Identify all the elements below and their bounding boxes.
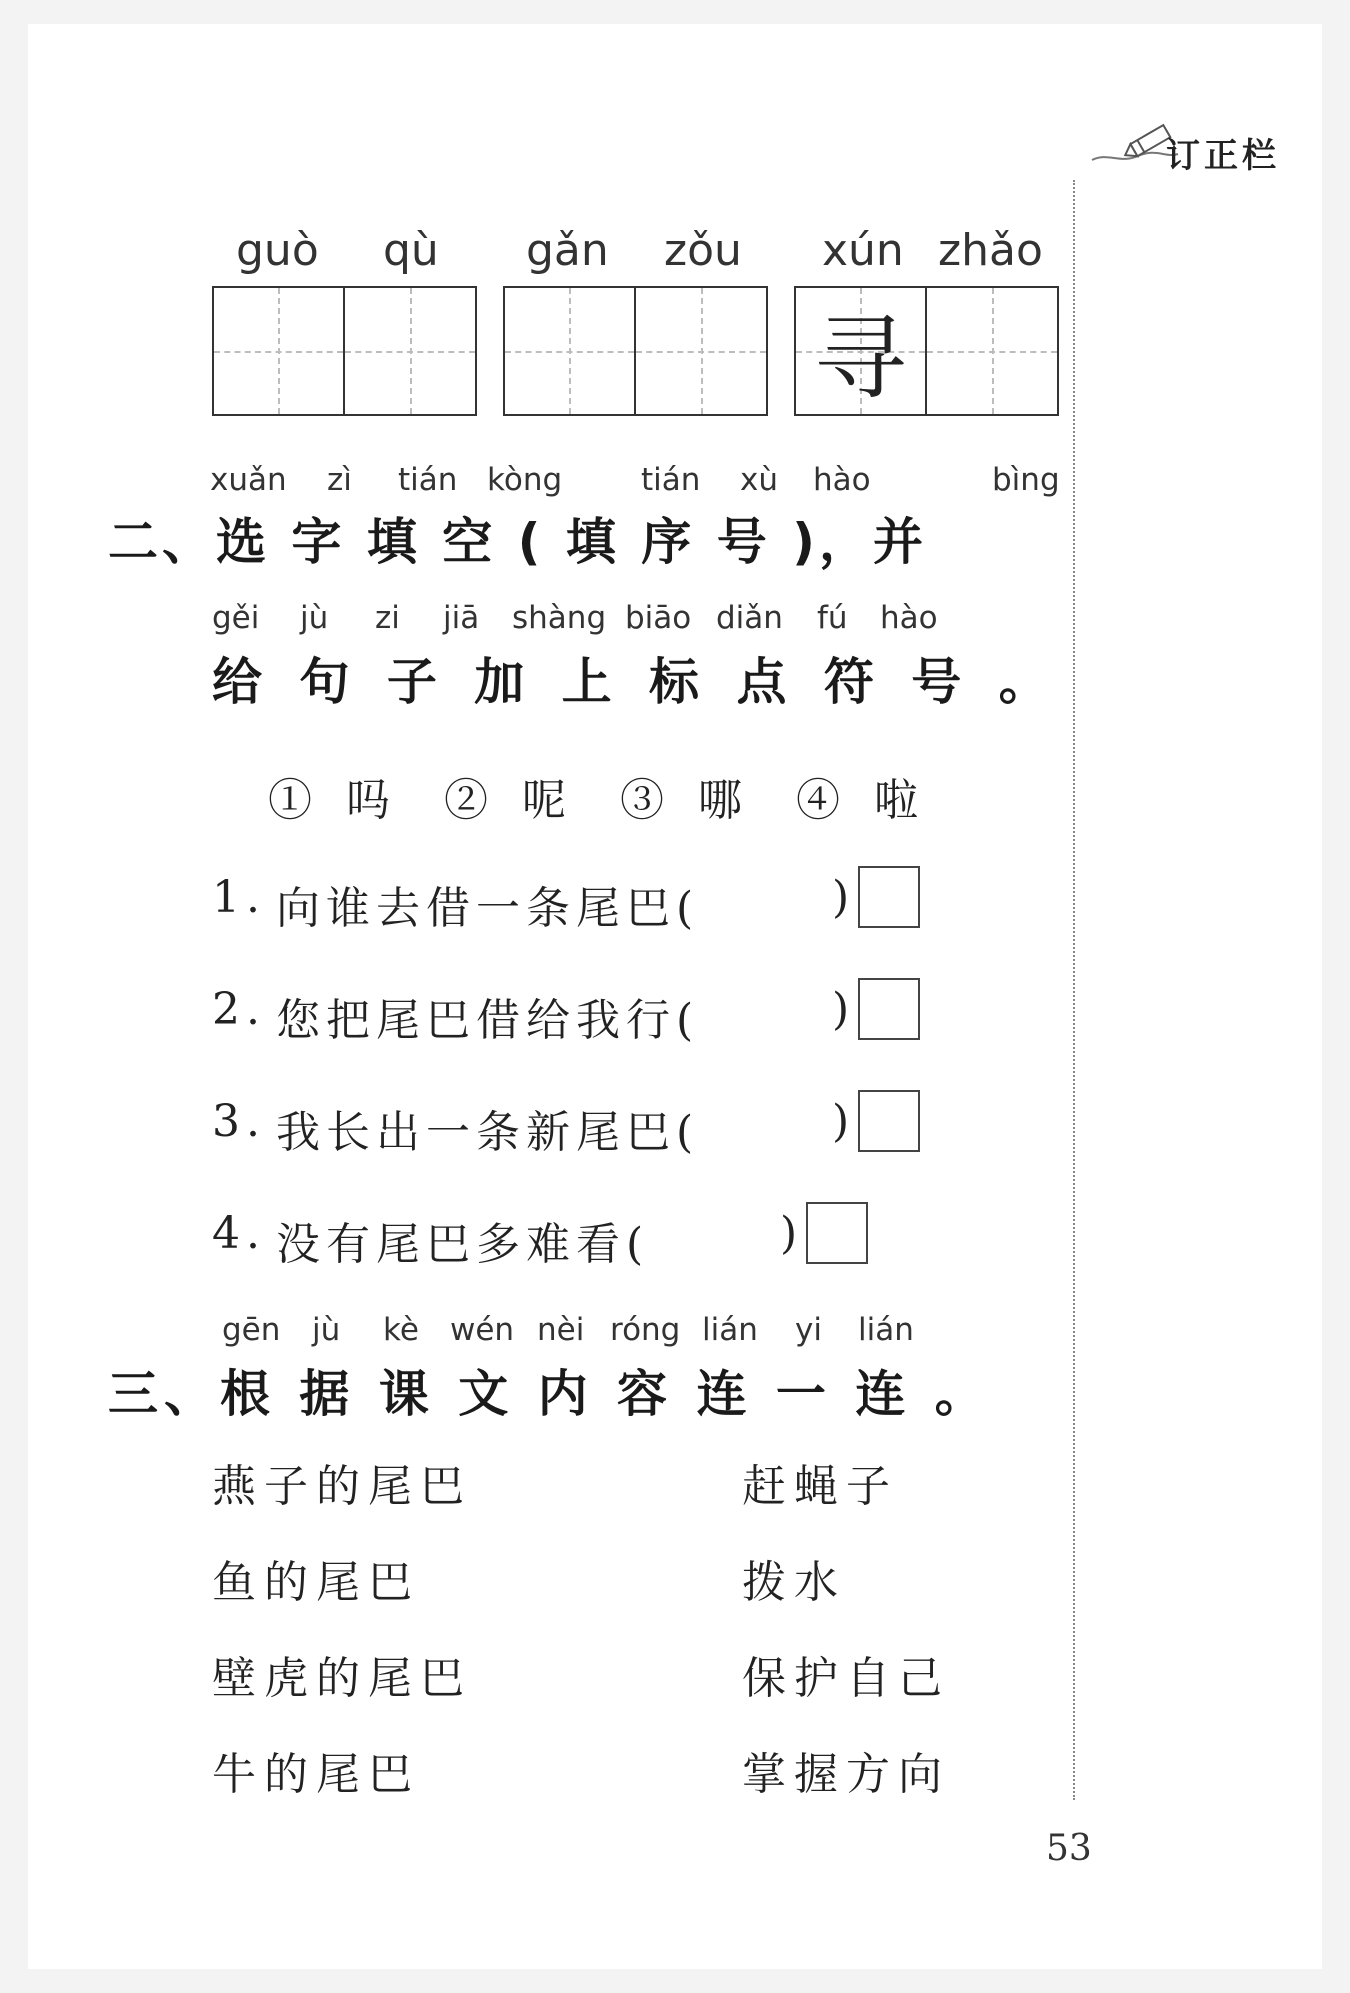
- correction-column-label: 订正栏: [1166, 136, 1280, 176]
- blank-close-paren[interactable]: ): [832, 1096, 856, 1147]
- pinyin: zhǎo: [938, 225, 1043, 276]
- tian-cell[interactable]: [505, 288, 636, 414]
- tian-cell[interactable]: [796, 288, 927, 414]
- sentence-number: 4.: [212, 1208, 266, 1259]
- title-pinyin: tián: [398, 462, 458, 498]
- title-pinyin: hào: [880, 600, 938, 636]
- option-item: ④ 啦: [796, 775, 928, 826]
- pinyin: guò: [236, 225, 319, 276]
- sentence-text: 没有尾巴多难看(: [276, 1219, 650, 1270]
- punctuation-answer-box[interactable]: [806, 1202, 868, 1264]
- section3-title: 三、根 据 课 文 内 容 连 一 连 。: [108, 1365, 991, 1423]
- tian-cell[interactable]: [927, 288, 1058, 414]
- cell-char: [927, 288, 1058, 414]
- pinyin: xún: [822, 225, 904, 276]
- section2-title-line1: 二、选 字 填 空 ( 填 序 号 )，并: [108, 513, 927, 571]
- blank-close-paren[interactable]: ): [780, 1208, 804, 1259]
- title-pinyin: jù: [312, 1312, 341, 1348]
- tian-grid-xunzhao[interactable]: [794, 286, 1059, 416]
- title-pinyin: tián: [641, 462, 701, 498]
- title-pinyin: gēn: [222, 1312, 281, 1348]
- tian-cell[interactable]: [636, 288, 767, 414]
- title-pinyin: hào: [813, 462, 871, 498]
- option-item: ② 呢: [444, 775, 576, 826]
- cell-char: [636, 288, 767, 414]
- title-pinyin: jù: [300, 600, 329, 636]
- title-pinyin: lián: [702, 1312, 758, 1348]
- punctuation-answer-box[interactable]: [858, 866, 920, 928]
- match-right-item[interactable]: 掌握方向: [742, 1749, 950, 1800]
- tian-grid-guoqu[interactable]: [212, 286, 477, 416]
- correction-column-header: [1090, 118, 1320, 178]
- title-pinyin: lián: [858, 1312, 914, 1348]
- title-pinyin: zi: [375, 600, 400, 636]
- sentence-number: 1.: [212, 872, 266, 923]
- section2-title-line2: 给 句 子 加 上 标 点 符 号 。: [212, 653, 1059, 711]
- title-pinyin: biāo: [625, 600, 692, 636]
- sentence-text: 向谁去借一条尾巴(: [276, 883, 700, 934]
- title-pinyin: zì: [327, 462, 352, 498]
- title-pinyin: yi: [795, 1312, 822, 1348]
- title-pinyin: fú: [817, 600, 848, 636]
- pinyin: gǎn: [526, 225, 609, 276]
- punctuation-answer-box[interactable]: [858, 1090, 920, 1152]
- match-right-item[interactable]: 保护自己: [742, 1653, 950, 1704]
- title-pinyin: róng: [610, 1312, 681, 1348]
- match-right-item[interactable]: 赶蝇子: [742, 1461, 898, 1512]
- match-left-item[interactable]: 鱼的尾巴: [212, 1557, 420, 1608]
- pinyin: qù: [383, 225, 439, 276]
- tian-grid-ganzou[interactable]: [503, 286, 768, 416]
- title-pinyin: diǎn: [716, 600, 783, 636]
- title-pinyin: kòng: [487, 462, 563, 498]
- title-pinyin: jiā: [443, 600, 480, 636]
- title-pinyin: nèi: [537, 1312, 585, 1348]
- match-left-item[interactable]: 壁虎的尾巴: [212, 1653, 472, 1704]
- blank-close-paren[interactable]: ): [832, 984, 856, 1035]
- match-right-item[interactable]: 拨水: [742, 1557, 846, 1608]
- cell-char: [345, 288, 476, 414]
- tian-cell[interactable]: [214, 288, 345, 414]
- title-pinyin: xuǎn: [210, 462, 287, 498]
- sentence-text: 您把尾巴借给我行(: [276, 995, 700, 1046]
- title-pinyin: xù: [740, 462, 778, 498]
- cell-char: [505, 288, 634, 414]
- sentence-number: 3.: [212, 1096, 266, 1147]
- title-pinyin: gěi: [212, 600, 260, 636]
- sentence-text: 我长出一条新尾巴(: [276, 1107, 700, 1158]
- punctuation-answer-box[interactable]: [858, 978, 920, 1040]
- title-pinyin: kè: [383, 1312, 419, 1348]
- tian-cell[interactable]: [345, 288, 476, 414]
- cell-char: 寻: [814, 305, 907, 412]
- option-item: ③ 哪: [620, 775, 752, 826]
- match-left-item[interactable]: 牛的尾巴: [212, 1749, 420, 1800]
- option-item: ① 吗: [268, 775, 400, 826]
- pinyin: zǒu: [664, 225, 742, 276]
- sentence-number: 2.: [212, 984, 266, 1035]
- match-left-item[interactable]: 燕子的尾巴: [212, 1461, 472, 1512]
- title-pinyin: shàng: [512, 600, 607, 636]
- title-pinyin: wén: [450, 1312, 515, 1348]
- title-pinyin: bìng: [992, 462, 1060, 498]
- page-number: 53: [1046, 1828, 1092, 1869]
- blank-close-paren[interactable]: ): [832, 872, 856, 923]
- cell-char: [214, 288, 343, 414]
- correction-divider: [1073, 180, 1075, 1800]
